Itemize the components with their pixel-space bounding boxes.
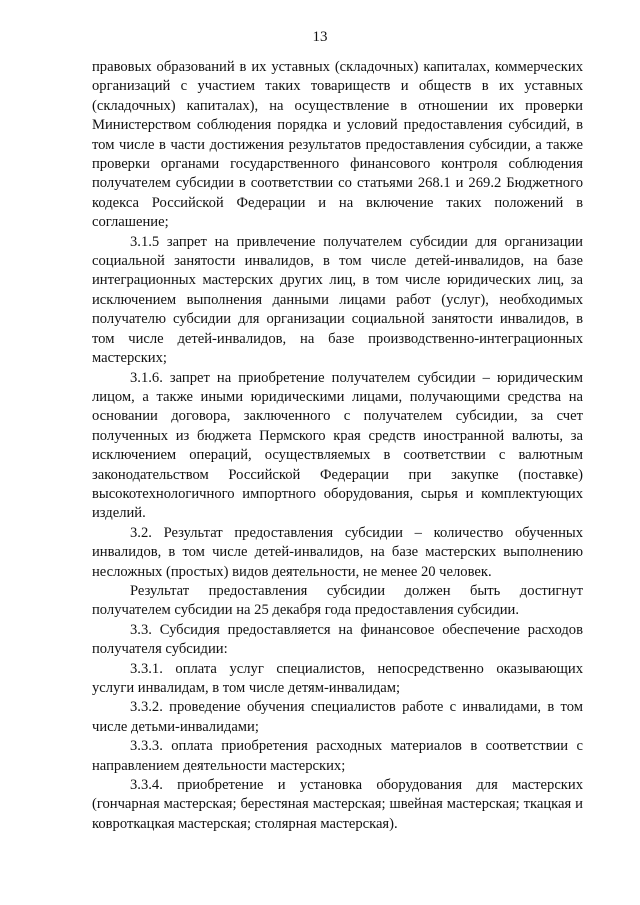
paragraph-3-3-4: 3.3.4. приобретение и установка оборудования для мастерских (гончарная мастерская; берестяная мастерская; швейная мастерская; ткацкая и ковроткацкая мастерская; столярная мастерская). — [92, 777, 583, 832]
paragraph-3-3-2: 3.3.2. проведение обучения специалистов работе с инвалидами, в том числе детьми-инвалидами; — [92, 699, 583, 735]
paragraph-3-1-6: 3.1.6. запрет на приобретение получателем субсидии – юридическим лицом, а также иными юридическими лицами, получающими средства на основании договора, заключенного с получателем субсидии, за счет полученных из бюджета Пермского края средств иностранной валюты, за исключением операций, осуществляемых в соответствии с валютным законодательством Российской Федерации при закупке (поставке) высокотехнологичного импортного оборудования, сырья и комплектующих изделий. — [92, 369, 583, 522]
document-body — [92, 58, 583, 834]
page-number: 13 — [312, 29, 328, 45]
paragraph-3-2: 3.2. Результат предоставления субсидии – количество обученных инвалидов, в том числе детей-инвалидов, на базе мастерских выполнению несложных (простых) видов деятельности, не менее 20 человек. — [92, 524, 583, 580]
paragraph-3-1-5: 3.1.5 запрет на привлечение получателем субсидии для организации социальной занятости инвалидов, в том числе детей-инвалидов, на базе интеграционных мастерских других лиц, в том числе юридических лиц, за исключением выполнения данными лицами работ (услуг), необходимых получателю субсидии для организации социальной занятости инвалидов, в том числе детей-инвалидов, на базе производственно-интеграционных мастерских; — [92, 233, 583, 367]
paragraph-3-3-1: 3.3.1. оплата услуг специалистов, непосредственно оказывающих услуги инвалидам, в том числе детям-инвалидам; — [92, 660, 583, 696]
paragraph-3-3-3: 3.3.3. оплата приобретения расходных материалов в соответствии с направлением деятельности мастерских; — [92, 738, 583, 774]
paragraph-3-2-result: Результат предоставления субсидии должен быть достигнут получателем субсидии на 25 декабря года предоставления субсидии. — [92, 582, 583, 619]
paragraph-3-3: 3.3. Субсидия предоставляется на финансовое обеспечение расходов получателя субсидии: — [92, 621, 583, 658]
paragraph-continuation: правовых образований в их уставных (складочных) капиталах, коммерческих организаций с участием таких товариществ и обществ в их уставных (складочных) капиталах), на осуществление в отношении их проверки Министерством соблюдения порядка и условий предоставления субсидий, в том числе в части достижения результатов предоставления субсидии, а также проверки органами государственного финансового контроля соблюдения получателем субсидии в соответствии со статьями 268.1 и 269.2 Бюджетного кодекса Российской Федерации и на включение таких положений в соглашение; — [92, 59, 583, 231]
